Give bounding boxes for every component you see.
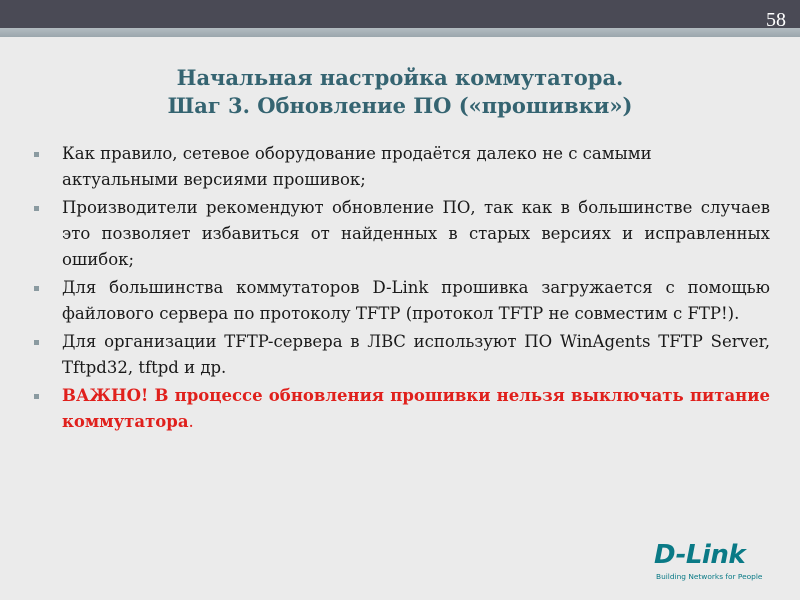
header-bar: [0, 0, 800, 28]
bullet-text: Для организации TFTP-сервера в ЛВС используют ПО WinAgents TFTP Server, Tftpd32, tftpd и др.: [62, 332, 770, 377]
slide-title: [0, 64, 800, 120]
list-item-warning: [32, 383, 770, 435]
bullet-list: [32, 141, 770, 437]
warning-text-period: .: [188, 412, 194, 431]
logo-tagline: Building Networks for People: [656, 572, 763, 581]
list-item: [32, 329, 770, 381]
header-stripe: [0, 28, 800, 37]
bullet-text: Как правило, сетевое оборудование продаётся далеко не с самыми актуальными версиями прошивок;: [62, 144, 652, 189]
bullet-text: Для большинства коммутаторов D-Link прошивка загружается с помощью файлового сервера по протоколу TFTP (протокол TFTP не совместим с FTP!).: [62, 278, 770, 323]
bullet-icon: [34, 394, 39, 399]
bullet-icon: [34, 206, 39, 211]
slide-title-line-1: Начальная настройка коммутатора.: [176, 65, 624, 90]
list-item: [32, 275, 770, 327]
bullet-icon: [34, 152, 39, 157]
slide-title-line-2: Шаг 3. Обновление ПО («прошивки»): [167, 93, 633, 118]
list-item: [32, 195, 770, 273]
list-item: [32, 141, 770, 193]
bullet-icon: [34, 286, 39, 291]
warning-text-main: ВАЖНО! В процессе обновления прошивки нельзя выключать питание коммутатора: [62, 386, 770, 431]
bullet-icon: [34, 340, 39, 345]
dlink-logo: [654, 540, 774, 586]
page-number: 58: [766, 9, 786, 31]
bullet-text: Производители рекомендуют обновление ПО, так как в большинстве случаев это позволяет избавиться от найденных в старых версиях и исправленных ошибок;: [62, 198, 770, 269]
warning-text: [62, 383, 770, 435]
logo-wordmark: D-Link: [654, 540, 746, 570]
